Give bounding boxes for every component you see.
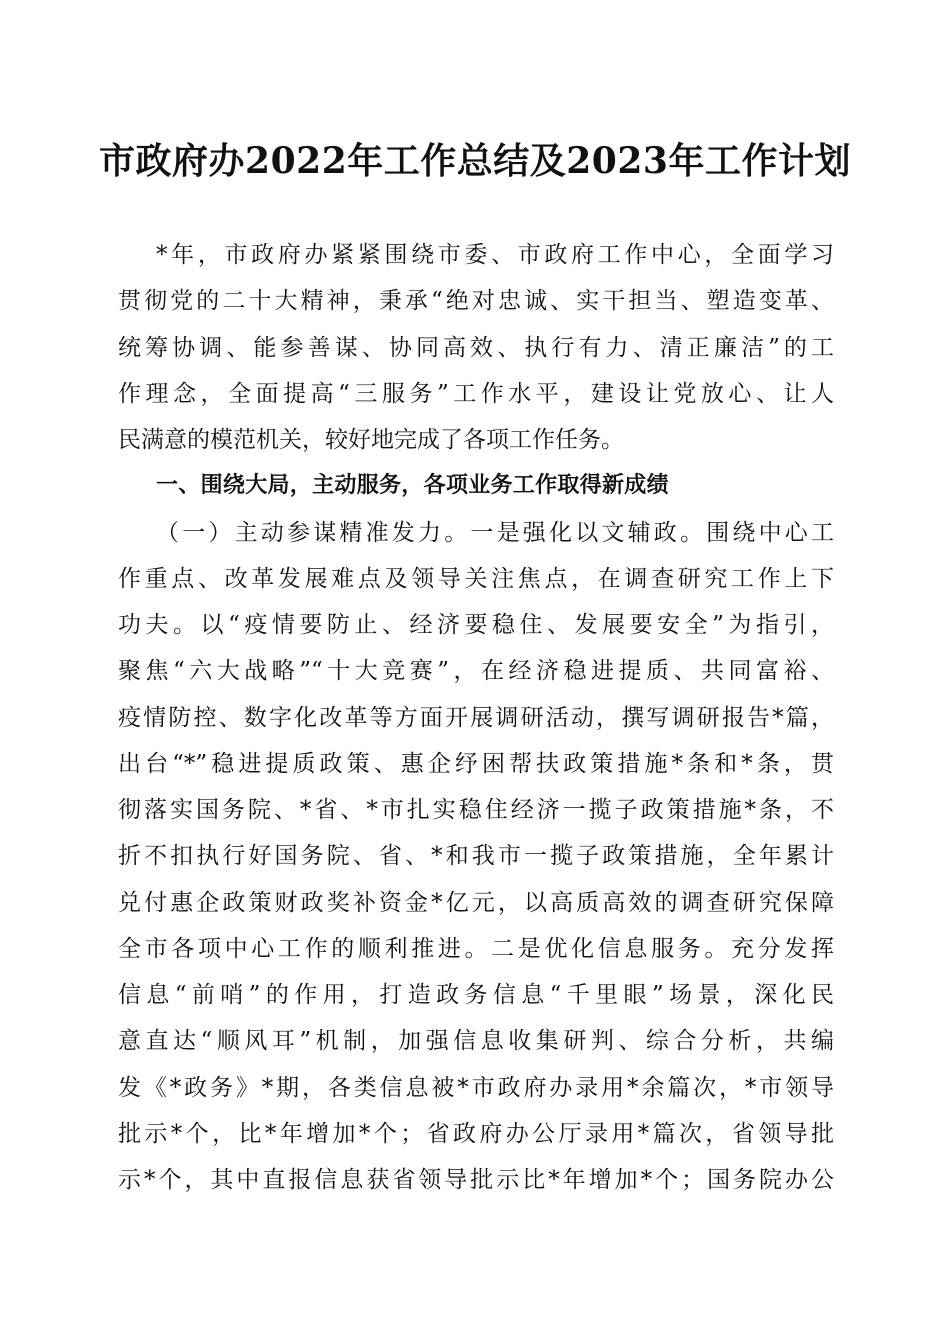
section-line: 出台“*”稳进提质政策、惠企纾困帮扶政策措施*条和*条，贯 [118, 750, 834, 777]
section-line: 发《*政务》*期，各类信息被*市政府办录用*余篇次，*市领导 [118, 1074, 834, 1101]
section-line: 信息“前哨”的作用，打造政务信息“千里眼”场景，深化民 [118, 982, 834, 1008]
section-line: 疫情防控、数字化改革等方面开展调研活动，撰写调研报告*篇， [118, 704, 834, 731]
section-line: （一）主动参谋精准发力。一是强化以文辅政。围绕中心工 [156, 519, 834, 546]
document-title: 市政府办2022年工作总结及2023年工作计划 [99, 140, 851, 182]
intro-line: *年，市政府办紧紧围绕市委、市政府工作中心，全面学习 [156, 242, 834, 268]
section-line: 作重点、改革发展难点及领导关注焦点，在调查研究工作上下 [118, 565, 834, 592]
intro-line: 贯彻党的二十大精神，秉承“绝对忠诚、实干担当、塑造变革、 [118, 288, 834, 315]
section-line: 批示*个，比*年增加*个；省政府办公厅录用*篇次，省领导批 [118, 1120, 834, 1147]
section-line: 聚焦“六大战略”“十大竞赛”，在经济稳进提质、共同富裕、 [118, 658, 834, 685]
intro-line: 作理念，全面提高“三服务”工作水平，建设让党放心、让人 [118, 380, 834, 407]
section-line: 功夫。以“疫情要防止、经济要稳住、发展要安全”为指引， [118, 612, 834, 638]
section-heading: 一、围绕大局，主动服务，各项业务工作取得新成绩 [156, 473, 669, 499]
section-line: 意直达“顺风耳”机制，加强信息收集研判、综合分析，共编 [118, 1028, 834, 1055]
section-line: 全市各项中心工作的顺利推进。二是优化信息服务。充分发挥 [118, 935, 834, 962]
section-line: 兑付惠企政策财政奖补资金*亿元，以高质高效的调查研究保障 [118, 889, 834, 916]
document-body [118, 232, 834, 1203]
section-line: 彻落实国务院、*省、*市扎实稳住经济一揽子政策措施*条，不 [118, 797, 834, 823]
intro-line: 统筹协调、能参善谋、协同高效、执行有力、清正廉洁”的工 [118, 334, 834, 361]
intro-line: 民满意的模范机关，较好地完成了各项工作任务。 [118, 427, 624, 453]
section-line: 折不扣执行好国务院、省、*和我市一揽子政策措施，全年累计 [118, 843, 834, 870]
section-line: 示*个，其中直报信息获省领导批示比*年增加*个；国务院办公 [118, 1167, 834, 1193]
